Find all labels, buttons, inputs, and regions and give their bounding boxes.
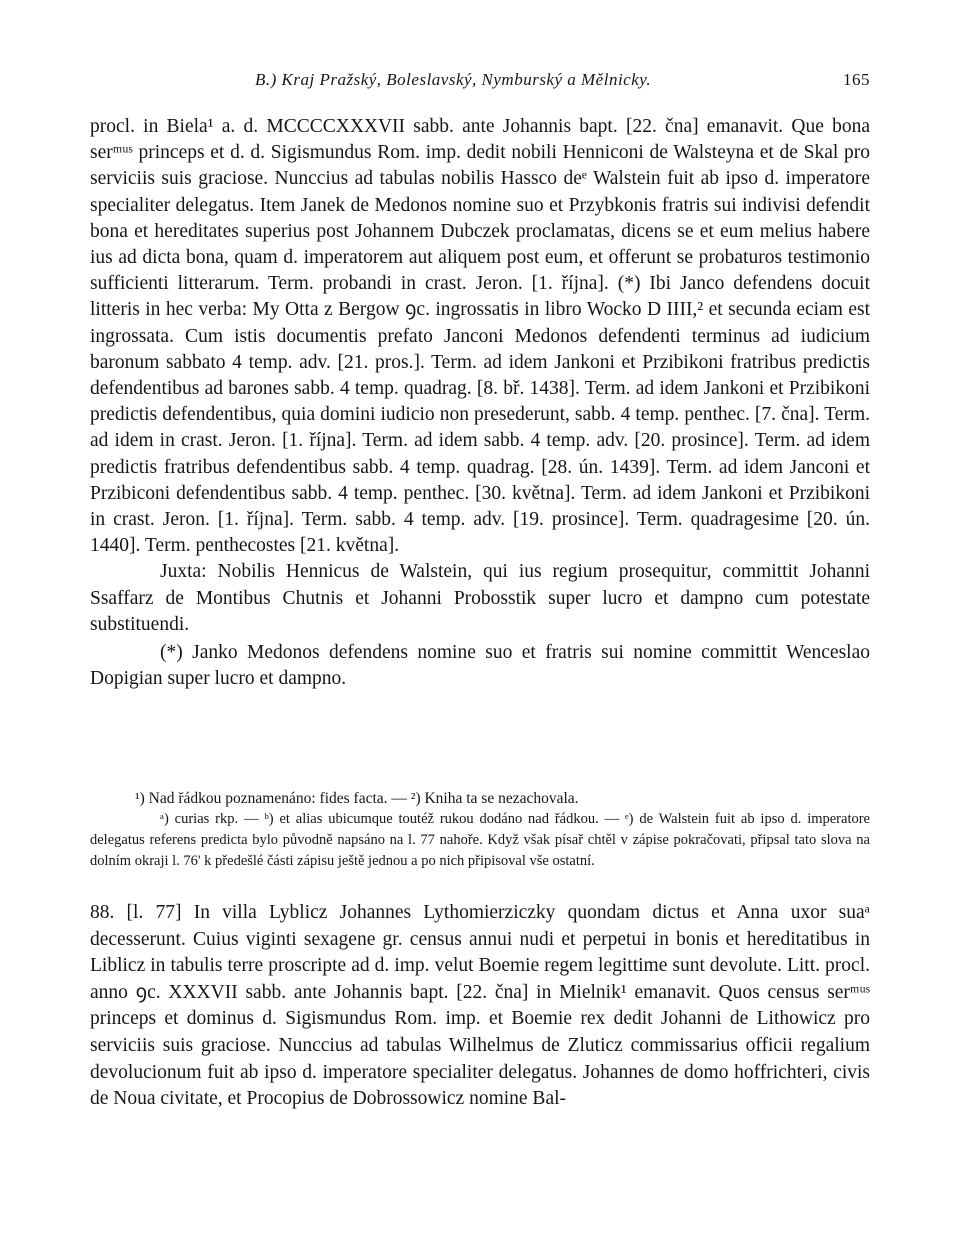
entry-88 [90, 900, 870, 1113]
body-paragraph-juxta: Juxta: Nobilis Hennicus de Walstein, qui ius regium prosequitur, committit Johanni Ssaffarz de Montibus Chutnis et Johanni Probosstik super lucro et dampno cum potestate substituendi. [90, 561, 870, 635]
footnote-numeric: ¹) Nad řádkou poznamenáno: fides facta. — ²) Kniha ta se nezachovala. [135, 790, 579, 807]
body-paragraph-asterisk: (*) Janko Medonos defendens nomine suo et fratris sui nomine committit Wenceslao Dopigian super lucro et dampno. [90, 642, 870, 690]
header-title: B.) Kraj Pražský, Boleslavský, Nymburský a Mělnicky. [255, 70, 652, 89]
document-page [90, 64, 870, 1214]
running-header [90, 64, 870, 94]
page-number: 165 [843, 70, 870, 89]
main-text [90, 114, 870, 692]
body-paragraph-1: procl. in Biela¹ a. d. MCCCCXXXVII sabb. ante Johannis bapt. [22. čna] emanavit. Que bona serᵐᵘˢ princeps et d. d. Sigismundus Rom. imp. dedit nobili Henniconi de Walsteyna et de Skal pro serviciis suis graciose. Nunccius ad tabulas nobilis Hassco deᵉ Walstein fuit ab ipso d. imperatore specialiter delegatus. Item Janek de Medonos nomine suo et Przybkonis fratris sui indivisi defendit bona et hereditates superius post Johannem Dubczek proclamatas, dicens se et eum melius habere ius ad dicta bona, quam d. imperatorem aut aliquem post eum, et offerunt se probaturos testimonio sufficienti litterarum. Term. probandi in crast. Jeron. [1. října]. (*) Ibi Janco defendens docuit litteris in hec verba: My Otta z Bergow ꝯc. ingrossatis in libro Wocko D IIII,² et secunda eciam est ingrossata. Cum istis documentis prefato Janconi Medonos defendenti terminus ad iudicium baronum sabbato 4 temp. adv. [21. pros.]. Term. ad idem Jankoni et Przibikoni fratribus predictis defendentibus ad barones sabb. 4 temp. quadrag. [8. bř. 1438]. Term. ad idem Jankoni et Przibikoni predictis defendentibus, quia domini iudicio non presederunt, sabb. 4 temp. penthec. [7. čna]. Term. ad idem in crast. Jeron. [1. října]. Term. ad idem sabb. 4 temp. adv. [20. prosince]. Term. ad idem predictis fratribus defendentibus sabb. 4 temp. quadrag. [28. ún. 1439]. Term. ad idem Janconi et Przibiconi defendentibus sabb. 4 temp. penthec. [30. května]. Term. ad idem Jankoni et Przibikoni in crast. Jeron. [1. října]. Term. sabb. 4 temp. adv. [19. prosince]. Term. quadragesime [20. ún. 1440]. Term. penthecostes [21. května]. [90, 116, 870, 557]
footnotes [90, 788, 870, 872]
footnote-lettered: ᵃ) curias rkp. — ᵇ) et alias ubicumque toutéž rukou dodáno nad řádkou. — ᵉ) de Walstein fuit ab ipso d. imperatore delegatus referens predicta bylo původně napsáno na l. 77 nahoře. Když však písař chtěl v zápise pokračovati, připsal tato slova na dolním okraji l. 76' k předešlé části zápisu ještě jednou a po nich připisoval vše ostatní. [90, 811, 870, 869]
entry-88-text: 88. [l. 77] In villa Lyblicz Johannes Lythomierziczky quondam dictus et Anna uxor suaᵃ decesserunt. Cuius viginti sexagene gr. census annui nudi et perpetui in bonis et hereditatibus in Liblicz in tabulis terre proscripte ad d. imp. velut Boemie regem legittime sunt devolute. Litt. procl. anno ꝯc. XXXVII sabb. ante Johannis bapt. [22. čna] in Mielnik¹ emanavit. Quos census serᵐᵘˢ princeps et dominus d. Sigismundus Rom. imp. et Boemie rex dedit Johanni de Lithowicz pro serviciis suis graciose. Nunccius ad tabulas Wilhelmus de Zluticz commissarius officii regalium devolucionum fuit ab ipso d. imperatore specialiter delegatus. Johannes de domo hoffrichteri, civis de Noua civitate, et Procopius de Dobrossowicz nomine Bal- [90, 902, 870, 1110]
